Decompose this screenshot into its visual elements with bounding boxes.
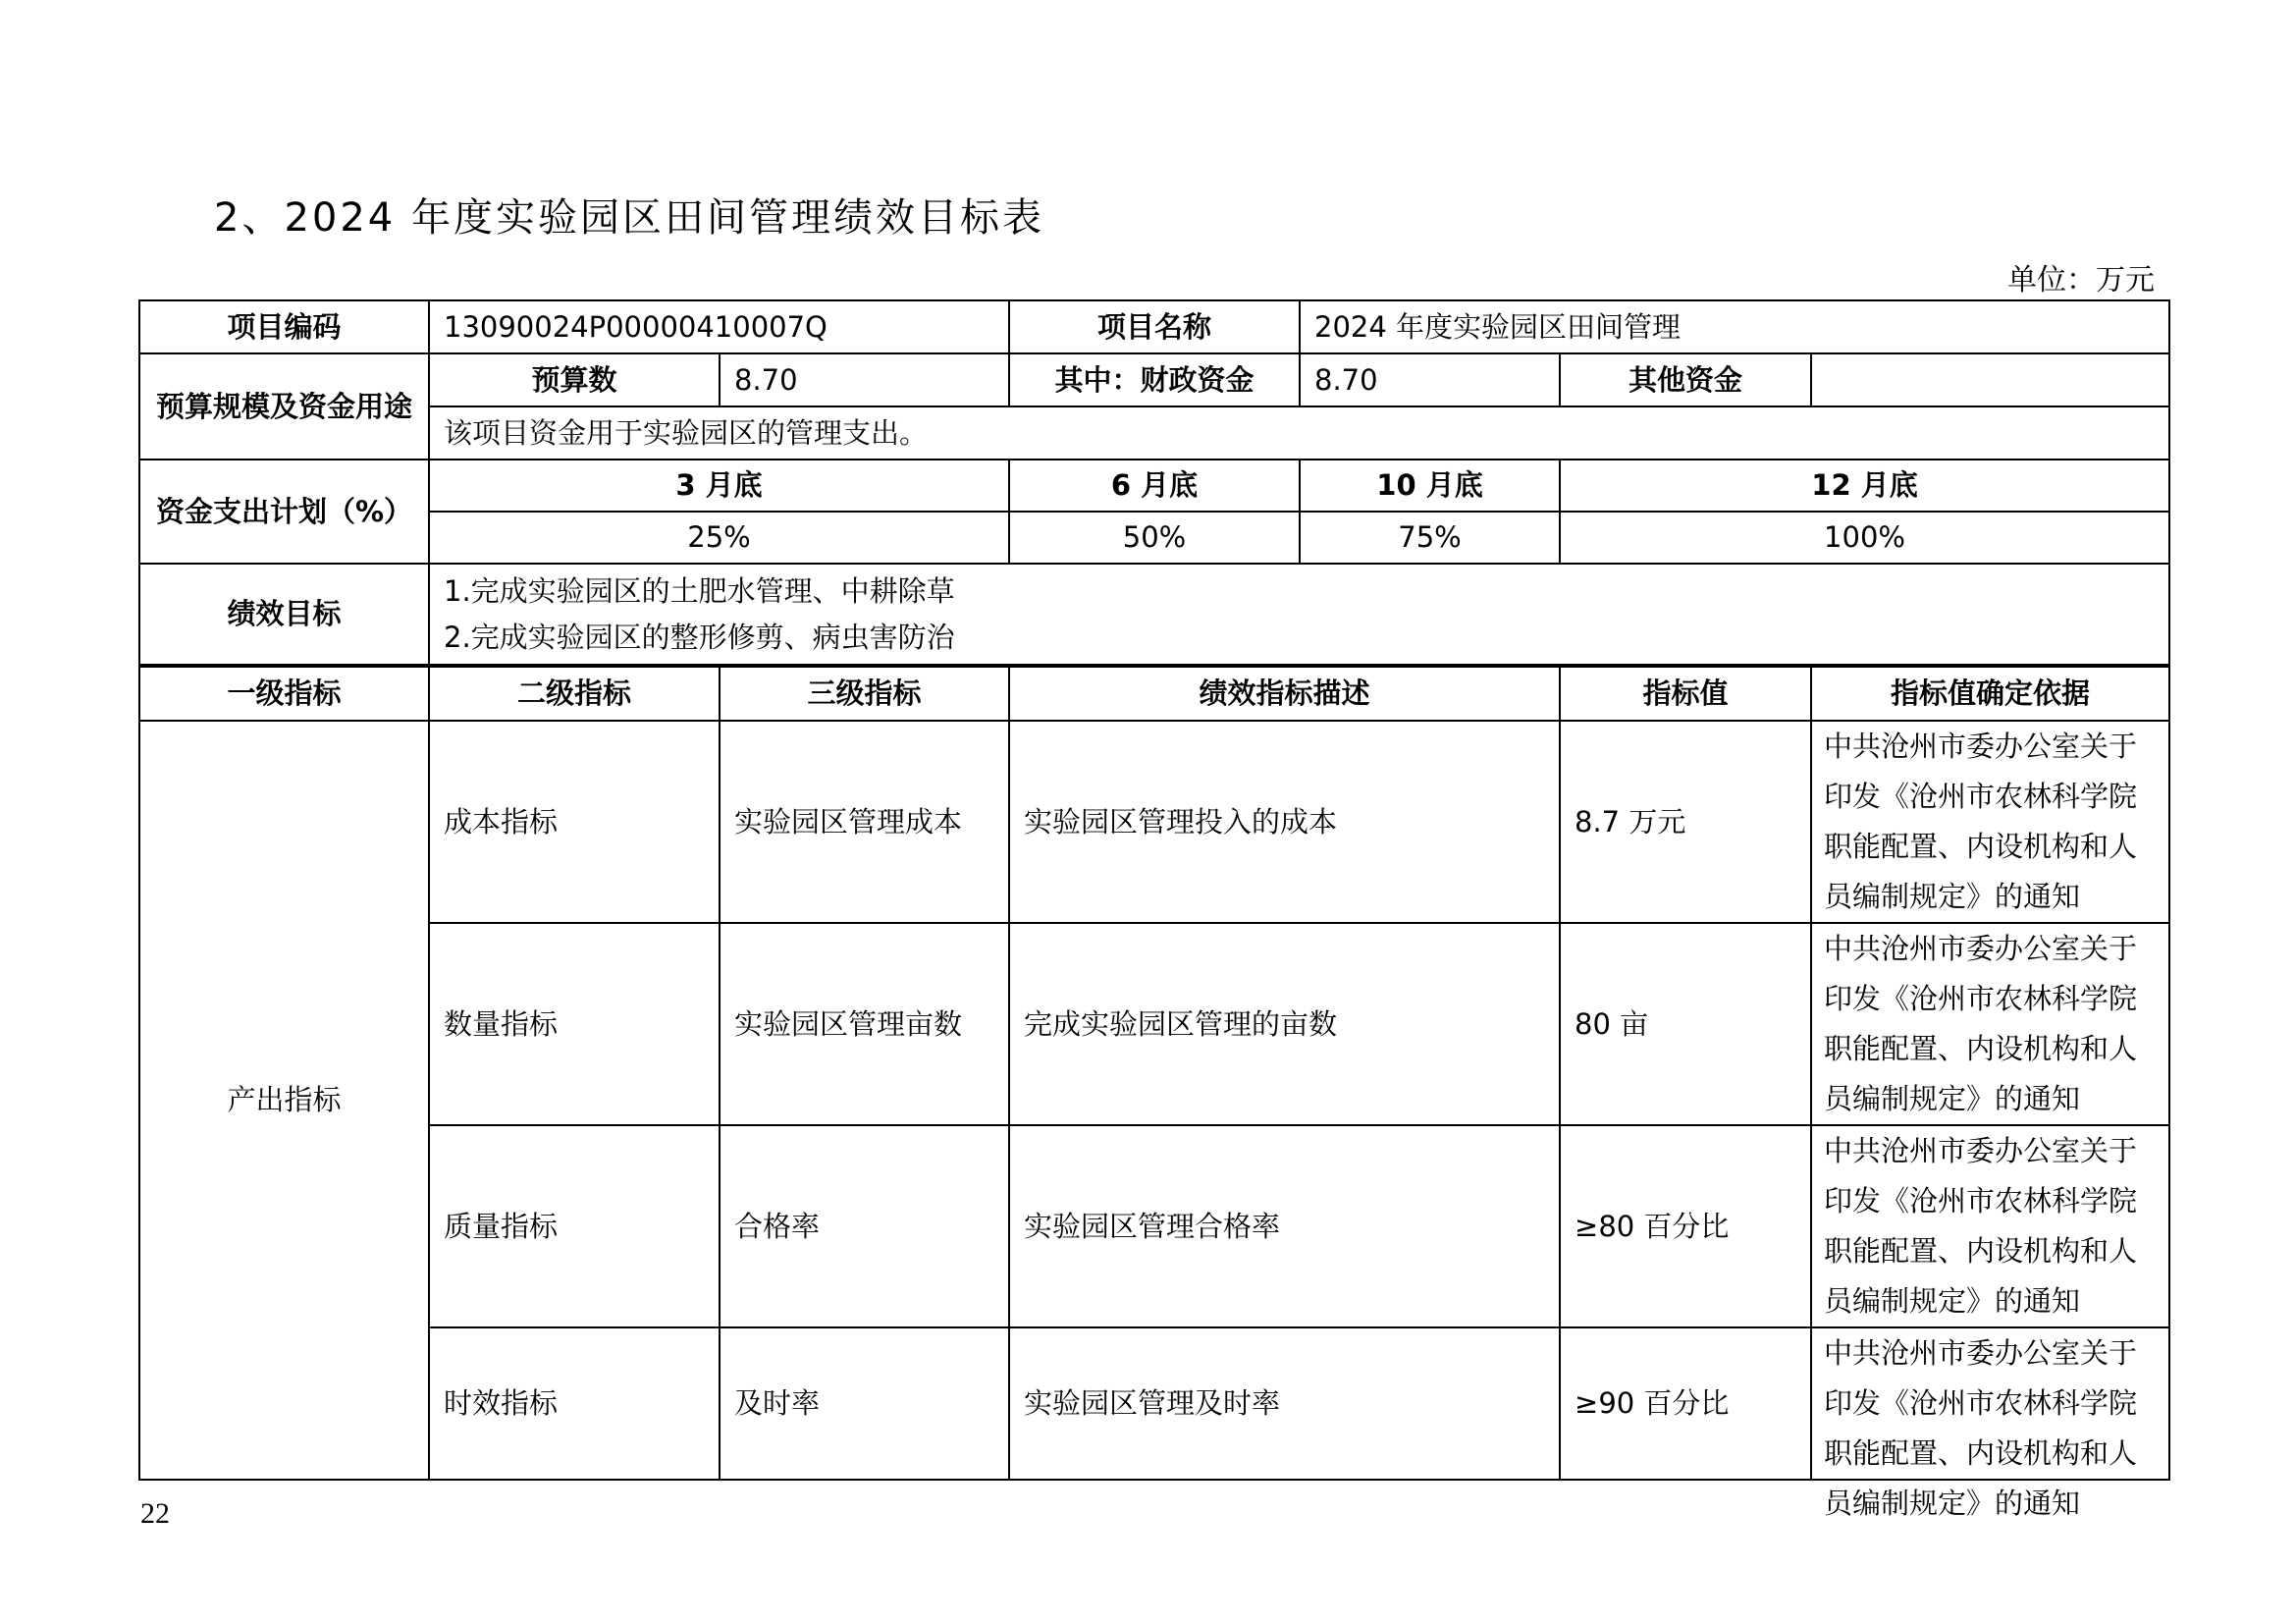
project-name-label: 项目名称: [1009, 300, 1300, 353]
level3-indicator: 及时率: [720, 1327, 1009, 1480]
indicator-description: 实验园区管理及时率: [1009, 1327, 1560, 1480]
header-value: 指标值: [1560, 666, 1811, 721]
plan-period-value: 25%: [429, 512, 1009, 564]
indicator-description: 实验园区管理合格率: [1009, 1125, 1560, 1327]
fiscal-fund-value: 8.70: [1300, 353, 1560, 406]
project-code-value: 13090024P00000410007Q: [429, 300, 1009, 353]
goal-item: 1.完成实验园区的土肥水管理、中耕除草: [444, 574, 955, 609]
indicator-basis: 中共沧州市委办公室关于印发《沧州市农林科学院职能配置、内设机构和人员编制规定》的通知: [1811, 721, 2169, 923]
header-level3: 三级指标: [720, 666, 1009, 721]
level2-indicator: 质量指标: [429, 1125, 720, 1327]
header-description: 绩效指标描述: [1009, 666, 1560, 721]
unit-label: 单位：万元: [2007, 263, 2155, 298]
page-title: 2、2024 年度实验园区田间管理绩效目标表: [214, 195, 1044, 241]
indicator-description: 实验园区管理投入的成本: [1009, 721, 1560, 923]
level1-output-indicator: 产出指标: [139, 721, 429, 1480]
header-basis: 指标值确定依据: [1811, 666, 2169, 721]
performance-goals-label: 绩效目标: [139, 564, 429, 666]
spending-plan-label: 资金支出计划（%）: [139, 460, 429, 564]
plan-period-label: 3 月底: [429, 460, 1009, 512]
header-level2: 二级指标: [429, 666, 720, 721]
performance-goals: [429, 564, 2169, 666]
indicator-basis: 中共沧州市委办公室关于印发《沧州市农林科学院职能配置、内设机构和人员编制规定》的通知: [1811, 1125, 2169, 1327]
level3-indicator: 合格率: [720, 1125, 1009, 1327]
indicator-value: 80 亩: [1560, 923, 1811, 1125]
header-level1: 一级指标: [139, 666, 429, 721]
plan-period-value: 50%: [1009, 512, 1300, 564]
budget-amount-label: 预算数: [429, 353, 720, 406]
indicator-basis: 中共沧州市委办公室关于印发《沧州市农林科学院职能配置、内设机构和人员编制规定》的通知: [1824, 1336, 2138, 1520]
budget-label: 预算规模及资金用途: [139, 353, 429, 460]
level2-indicator: 时效指标: [429, 1327, 720, 1480]
level3-indicator: 实验园区管理亩数: [720, 923, 1009, 1125]
indicator-basis-cell: [1811, 1327, 2169, 1520]
plan-period-value: 100%: [1560, 512, 2169, 564]
other-fund-label: 其他资金: [1560, 353, 1811, 406]
project-code-label: 项目编码: [139, 300, 429, 353]
plan-period-label: 12 月底: [1560, 460, 2169, 512]
level3-indicator: 实验园区管理成本: [720, 721, 1009, 923]
budget-amount-value: 8.70: [720, 353, 1009, 406]
plan-period-label: 10 月底: [1300, 460, 1560, 512]
page-number: 22: [140, 1497, 170, 1530]
plan-period-value: 75%: [1300, 512, 1560, 564]
plan-period-label: 6 月底: [1009, 460, 1300, 512]
budget-usage: 该项目资金用于实验园区的管理支出。: [429, 406, 2169, 460]
other-fund-value: [1811, 353, 2169, 406]
level2-indicator: 数量指标: [429, 923, 720, 1125]
level2-indicator: 成本指标: [429, 721, 720, 923]
project-name-value: 2024 年度实验园区田间管理: [1300, 300, 2169, 353]
indicator-description: 完成实验园区管理的亩数: [1009, 923, 1560, 1125]
indicator-value: ≥90 百分比: [1560, 1327, 1811, 1480]
indicator-basis: 中共沧州市委办公室关于印发《沧州市农林科学院职能配置、内设机构和人员编制规定》的通知: [1811, 923, 2169, 1125]
goal-item: 2.完成实验园区的整形修剪、病虫害防治: [444, 620, 955, 654]
indicator-value: ≥80 百分比: [1560, 1125, 1811, 1327]
indicator-value: 8.7 万元: [1560, 721, 1811, 923]
fiscal-fund-label: 其中：财政资金: [1009, 353, 1300, 406]
